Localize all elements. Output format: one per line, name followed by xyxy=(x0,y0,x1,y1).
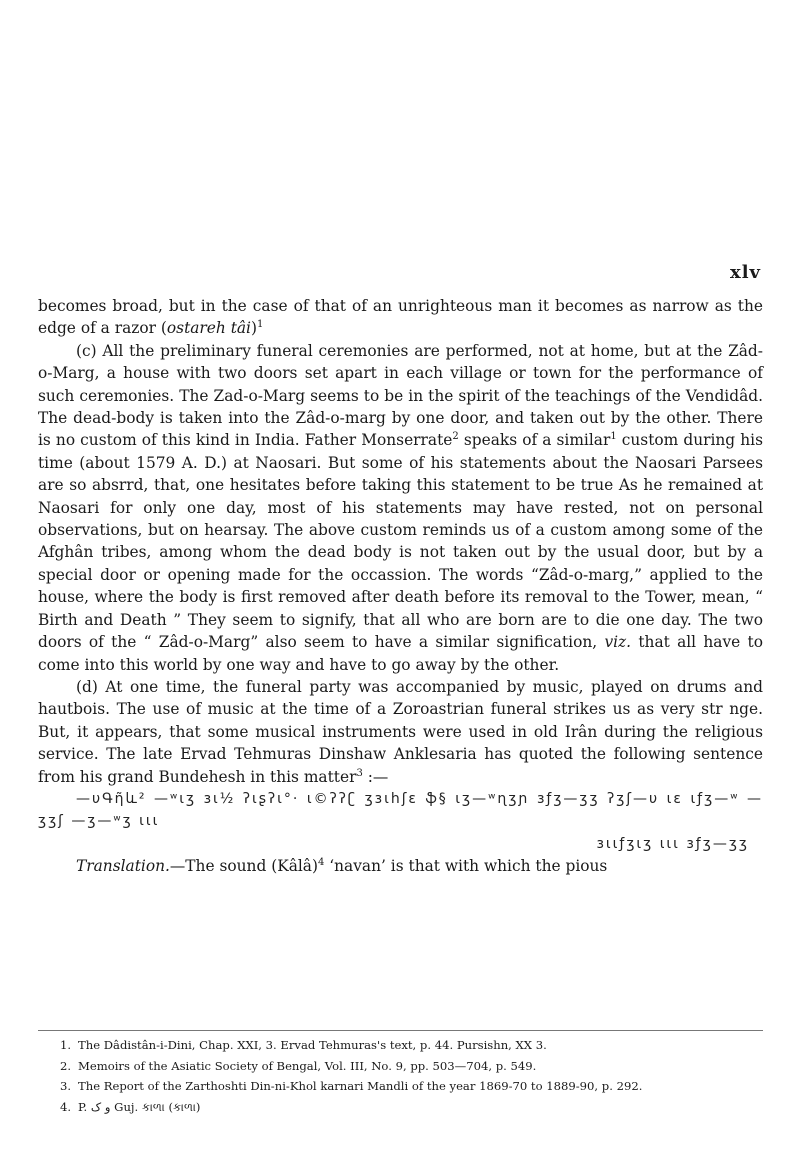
footnote-text: The Report of the Zarthoshti Din-ni-Khol karnari Mandli of the year 1869-70 to 1889-90, p. 292. xyxy=(78,1079,643,1093)
footnote-number: 2. xyxy=(60,1058,72,1073)
footnote-number: 3. xyxy=(60,1079,72,1093)
footnote-divider xyxy=(38,1030,763,1031)
footnote-1 xyxy=(60,1035,760,1056)
footnotes xyxy=(60,1035,760,1117)
paragraph-text: (d) At one time, the funeral party was accompanied by music, played on drums and hautbois. The use of music at the time of a Zoroastrian funeral strikes us as very str nge. But, it appears, that some musical instruments were used in old Irân during the religious service. The late Ervad Tehmuras Dinshaw Anklesaria has quoted the following sentence from his grand Bundehesh in this matter xyxy=(38,677,763,786)
paragraph-text: custom during his time (about 1579 A. D.) at Naosari. But some of his statements about the Naosari Parsees are so absrrd, that, one hesitates before taking this statement to be true As he remained at Naosari for only one day, most of his statements may have rested, not on personal observations, but on hearsay. The above custom reminds us of a custom among some of the Afghân tribes, among whom the dead body is not taken out by the usual door, but by a special door or opening made for the occassion. The words “Zâd-o-marg,” applied to the house, where the body is first removed after death before its removal to the Tower, mean, “ Birth and Death ” They seem to signify, that all who are born are to die one day. The two doors of the “ Zâd-o-Marg” also seem to have a similar signification, xyxy=(38,431,763,652)
footnote-number: 1. xyxy=(60,1038,72,1052)
footnote-number: 4. xyxy=(60,1099,72,1114)
paragraph-zad-o-marg xyxy=(38,340,763,676)
translation-label: Translation. xyxy=(76,857,170,876)
translation-line xyxy=(38,855,763,877)
paragraph-text: (c) All the preliminary funeral ceremonies are performed, not at home, but at the Zâd-o-Marg, a house with two doors set apart in each village or town for the performance of such ceremonies. The Zad-o-Marg seems to be in the spirit of the teachings of the Vendidâd. The dead-body is taken into the Zâd-o-marg by one door, and taken out by the other. There is no custom of this kind in India. Father Monserrate xyxy=(38,341,763,450)
footnote-ref: 3 xyxy=(356,767,363,779)
translation-text: —The sound (Kâlâ) xyxy=(169,857,318,876)
footnote-text: Memoirs of the Asiatic Society of Bengal, Vol. III, No. 9, pp. 503—704, p. 549. xyxy=(78,1058,537,1073)
footnote-ref: 1 xyxy=(257,319,264,331)
pahlavi-quote-line-2: зιιƒʒιʒ ιιι зƒʒ—ʒʒ xyxy=(596,835,749,852)
footnote-2 xyxy=(60,1056,760,1077)
paragraph-text: :— xyxy=(362,767,389,786)
translation-text: ‘navan’ is that with which the pious xyxy=(324,857,608,876)
italic-viz: viz. xyxy=(604,633,632,652)
term-ostareh-tai: ostareh tâi xyxy=(166,319,251,338)
footnote-ref: 4 xyxy=(317,857,325,869)
pahlavi-quote-line-1: —υԳῆև² —ʷιʒ зι½ ʔɩʂʔι°· ι©ʔʔʗ ʒзιհʃε ֆ§ ιʒ—ʷɳʒɲ зƒʒ—ʒʒ ʔʒʃ—υ ιε ιƒʒ—ʷ —ʒʒʃ —ʒ—ʷʒ ιιι xyxy=(38,790,763,830)
paragraph-text: ) xyxy=(250,319,257,338)
paragraph-text: that all have to come into this world by one way and have to go away by the other. xyxy=(38,633,763,674)
footnote-3 xyxy=(60,1076,760,1097)
footnote-text: The Dâdistân-i-Dini, Chap. XXI, 3. Ervad Tehmuras's text, p. 44. Pursishn, XX 3. xyxy=(78,1038,547,1052)
paragraph-text: speaks of a similar xyxy=(458,431,611,450)
main-text xyxy=(38,295,763,878)
paragraph-music xyxy=(38,676,763,788)
footnote-text: P. و ک Guj. કાળા (કાળા) xyxy=(78,1099,201,1114)
page-number: xlv xyxy=(729,262,761,283)
paragraph-razor xyxy=(38,295,763,340)
footnote-4 xyxy=(60,1097,760,1118)
footnote-ref: 1 xyxy=(610,431,617,443)
paragraph-text: becomes broad, but in the case of that of an unrighteous man it becomes as narrow as the edge of a razor ( xyxy=(38,297,763,338)
footnote-ref: 2 xyxy=(452,431,459,443)
